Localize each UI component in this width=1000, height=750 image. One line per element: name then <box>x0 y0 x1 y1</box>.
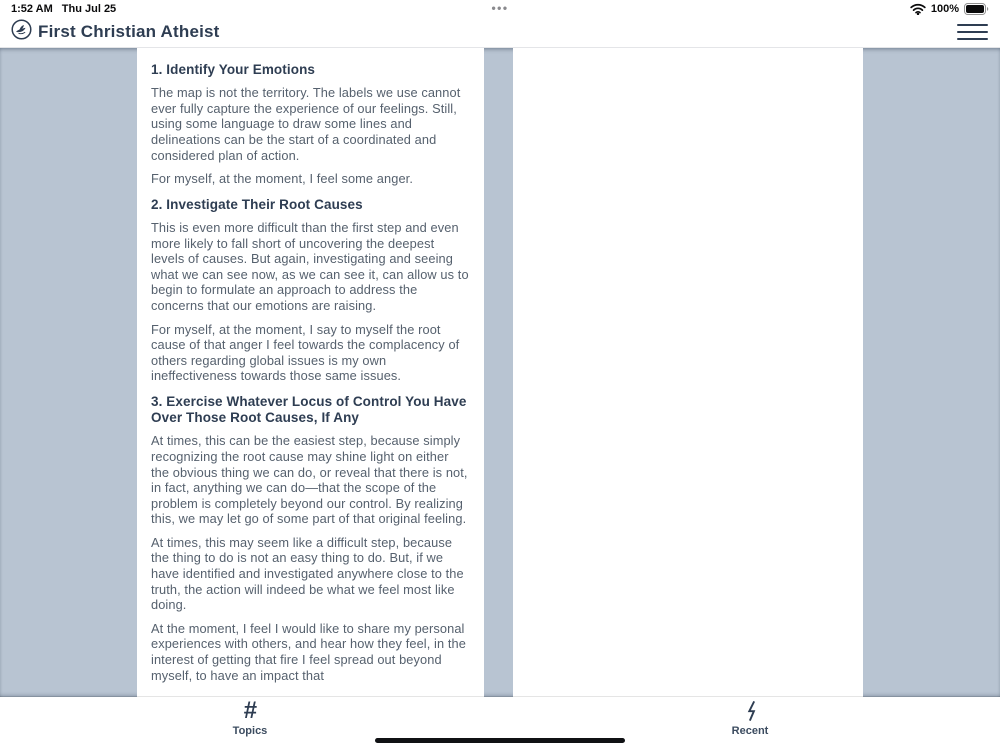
header-brand-link[interactable] <box>11 19 220 45</box>
article-paragraph: The map is not the territory. The labels we use cannot ever fully capture the experience of our feelings. Still, using some language to draw some lines and delineations can be the start of a coordinated and considered plan of action. <box>151 85 461 163</box>
dove-logo-icon <box>11 19 32 45</box>
article-page[interactable] <box>137 48 484 697</box>
article-paragraph: At times, this can be the easiest step, because simply recognizing the root cause may shine light on either the obvious thing we can do, or reveal that there is not, in fact, anything we can do—that the scope of the problem is completely beyond our control. By realizing this, we may let go of some part of that original feeling. <box>151 433 468 527</box>
site-title: First Christian Atheist <box>38 22 220 41</box>
battery-icon <box>964 3 989 15</box>
wifi-icon <box>910 3 926 15</box>
home-indicator-handle[interactable] <box>375 738 625 743</box>
tab-label: Recent <box>731 725 769 737</box>
article-paragraph: For myself, at the moment, I feel some anger. <box>151 171 413 187</box>
lightning-icon <box>742 699 759 722</box>
article-paragraph: At times, this may seem like a difficult step, because the thing to do is not an easy thing to do. But, if we have identified and investigated anywhere close to the truth, the action will indeed be what we feel most like doing. <box>151 534 464 613</box>
article-paragraph: For myself, at the moment, I say to myself the root cause of that anger I feel towards the complacency of others regarding global issues is my own ineffectiveness towards those same issues. <box>151 321 460 384</box>
hamburger-menu-icon[interactable] <box>956 21 989 44</box>
article-paragraph: This is even more difficult than the first step and even more likely to fall short of uncovering the deepest levels of causes. But again, investigating and seeing what we can see now, as we can see it, can allow us to begin to formulate an approach to address the concerns that our emotions are raising. <box>151 219 469 313</box>
section-heading: 3. Exercise Whatever Locus of Control You Have Over Those Root Causes, If Any <box>151 393 467 426</box>
section-heading: 2. Investigate Their Root Causes <box>151 196 363 212</box>
status-bar <box>0 0 1000 17</box>
section-heading: 1. Identify Your Emotions <box>151 62 316 77</box>
content-carousel <box>0 48 1000 697</box>
article-body <box>137 48 484 683</box>
next-page[interactable] <box>513 48 863 697</box>
tab-label: Topics <box>232 725 268 737</box>
hash-icon: # <box>243 697 257 724</box>
battery-percent: 100% <box>930 2 959 15</box>
overflow-dots-icon: ••• <box>491 1 509 15</box>
status-date: Thu Jul 25 <box>61 2 117 15</box>
article-paragraph: At the moment, I feel I would like to share my personal experiences with others, and hear how they feel, in the interest of getting that fire I feel spread out beyond myself, to have an impact that <box>151 620 466 683</box>
status-time: 1:52 AM <box>11 2 53 15</box>
site-header <box>0 17 1000 48</box>
